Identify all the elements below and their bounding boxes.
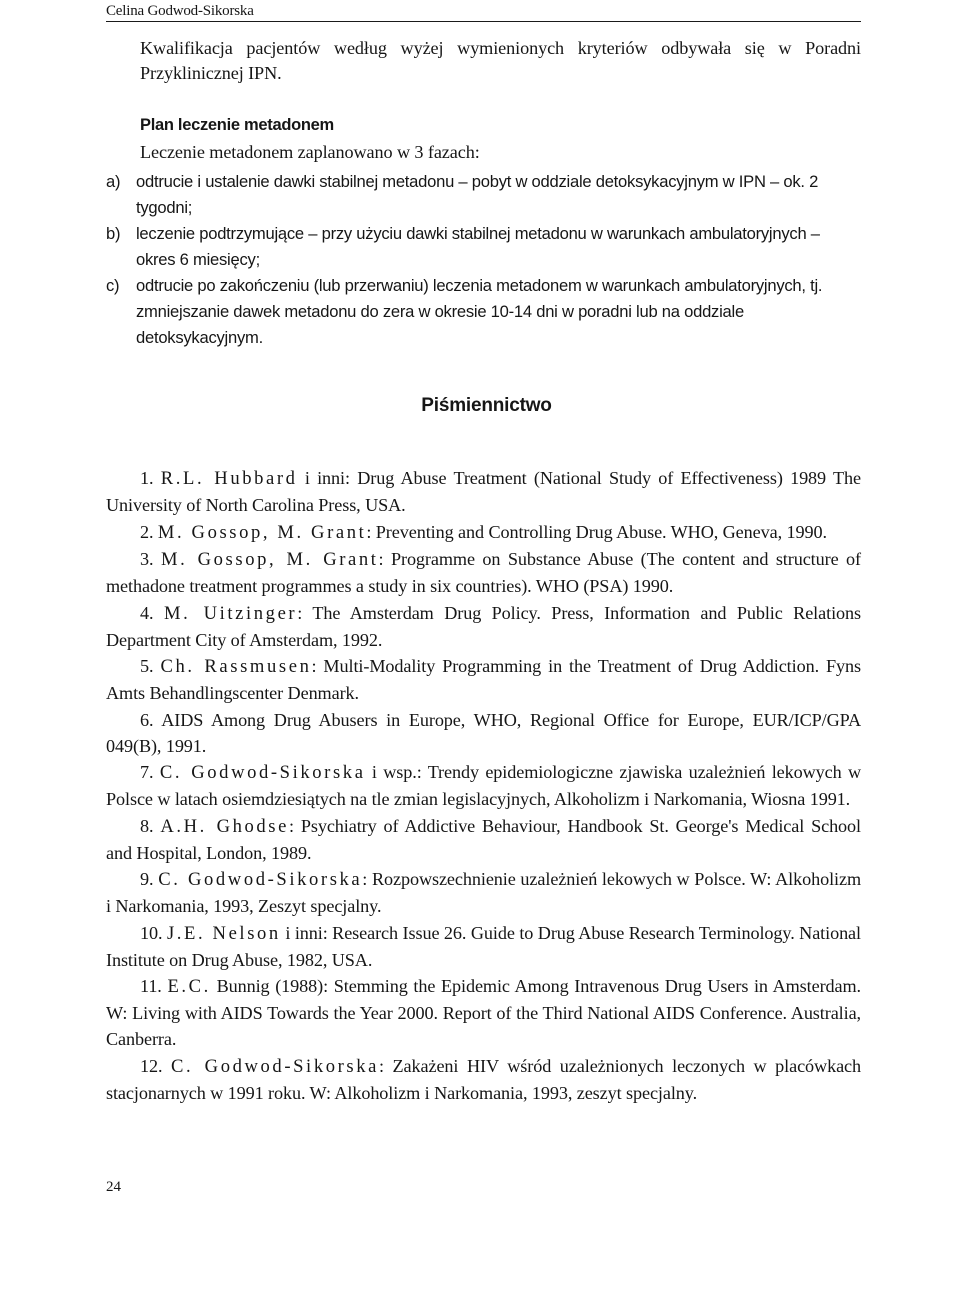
references-heading: Piśmiennictwo (421, 395, 552, 416)
reference-item (106, 866, 861, 919)
phase-item-b (106, 221, 861, 273)
phase-text: odtrucie i ustalenie dawki stabilnej metadonu – pobyt w oddziale detoksykacyjnym w IPN – ok. 2 tygodni; (136, 172, 819, 217)
phase-marker: a) (106, 172, 121, 191)
phase-marker: c) (106, 276, 120, 295)
reference-text: i wsp.: Trendy epidemiologiczne zjawiska uzależnień lekowych w Polsce w latach osiemdziesiątych na tle zmian legislacyjnych, Alkoholizm i Narkomania, Wiosna 1991. (106, 762, 862, 809)
phase-list (106, 169, 861, 351)
reference-number: 7. (140, 762, 154, 782)
reference-item (106, 707, 861, 759)
reference-author: C. Godwod-Sikorska (171, 1055, 379, 1077)
reference-item (106, 519, 861, 546)
reference-item (106, 813, 861, 866)
reference-text: : The Amsterdam Drug Policy. Press, Information and Public Relations Department City of Amsterdam, 1992. (106, 602, 861, 650)
phase-text: leczenie podtrzymujące – przy użyciu dawki stabilnej metadonu w warunkach ambulatoryjnych – okres 6 miesięcy; (136, 224, 820, 269)
page-number: 24 (106, 1179, 121, 1195)
reference-number: 12. (140, 1055, 163, 1076)
main-content (106, 36, 862, 1106)
reference-item (106, 973, 861, 1052)
reference-text: : Psychiatry of Addictive Behaviour, Handbook St. George's Medical School and Hospital, London, 1989. (106, 815, 861, 863)
running-head: Celina Godwod-Sikorska (106, 3, 254, 19)
reference-item (106, 920, 861, 973)
reference-text: : Zakażeni HIV wśród uzależnionych leczonych w placówkach stacjonarnych w 1991 roku. W: Alkoholizm i Narkomania, 1993, zeszyt specjalny. (106, 1055, 862, 1103)
phase-text: odtrucie po zakończeniu (lub przerwaniu) leczenia metadonem w warunkach ambulatoryjnych, tj. zmniejszanie dawek metadonu do zera w okresie 10-14 dni w poradni lub na oddziale detoksykacyjnym. (136, 276, 823, 347)
reference-item (106, 546, 861, 599)
reference-text: : Programme on Substance Abuse (The content and structure of methadone treatment programmes a study in six countries). WHO (PSA) 1990. (106, 549, 861, 596)
reference-item (106, 759, 861, 812)
reference-number: 2. (140, 521, 154, 542)
reference-author: R.L. Hubbard (160, 468, 298, 489)
reference-text: : Multi-Modality Programming in the Treatment of Drug Addiction. Fyns Amts Behandlingscenter Denmark. (106, 656, 862, 703)
plan-heading: Plan leczenie metadonem (140, 116, 334, 134)
reference-item (106, 600, 861, 653)
reference-author: A.H. Ghodse (160, 815, 289, 837)
reference-text: Bunnig (1988): Stemming the Epidemic Among Intravenous Drug Users in Amsterdam. W: Living with AIDS Towards the Year 2000. Report of the Third National AIDS Conference. Australia, Canberra. (106, 976, 861, 1049)
reference-author: M. Gossop, M. Grant (160, 549, 379, 570)
reference-text: : Preventing and Controlling Drug Abuse. WHO, Geneva, 1990. (366, 521, 827, 542)
header-rule (106, 21, 861, 22)
reference-author: M. Gossop, M. Grant (157, 521, 367, 543)
reference-author: Ch. Rassmusen (160, 656, 312, 677)
reference-author: C. Godwod-Sikorska (158, 869, 363, 890)
reference-text: i inni: Drug Abuse Treatment (National Study of Effectiveness) 1989 The University of North Carolina Press, USA. (106, 468, 861, 515)
reference-text: i inni: Research Issue 26. Guide to Drug Abuse Research Terminology. National Institute on Drug Abuse, 1982, USA. (106, 922, 861, 970)
reference-number: 4. (140, 602, 154, 623)
reference-number: 6. (140, 709, 154, 730)
reference-text: : Rozpowszechnienie uzależnień lekowych w Polsce. W: Alkoholizm i Narkomania, 1993, Zeszyt specjalny. (106, 869, 861, 916)
reference-author: M. Uitzinger (163, 602, 298, 624)
reference-number: 9. (140, 869, 154, 889)
intro-paragraph: Kwalifikacja pacjentów według wyżej wymienionych kryteriów odbywała się w Poradni Przyklinicznej IPN. (140, 38, 861, 83)
plan-subtitle: Leczenie metadonem zaplanowano w 3 fazach: (140, 142, 480, 162)
reference-author: E.C. (167, 976, 211, 997)
phase-marker: b) (106, 224, 121, 243)
reference-number: 8. (140, 815, 154, 836)
reference-item (106, 465, 861, 518)
reference-number: 3. (140, 549, 154, 569)
phase-item-c (106, 273, 861, 351)
reference-number: 5. (140, 656, 154, 676)
reference-number: 10. (140, 922, 163, 943)
reference-author: C. Godwod-Sikorska (159, 762, 366, 783)
phase-item-a (106, 169, 861, 221)
reference-author: J.E. Nelson (166, 922, 281, 944)
reference-number: 1. (140, 468, 154, 488)
reference-item (106, 653, 861, 706)
reference-item (106, 1053, 861, 1106)
reference-text: AIDS Among Drug Abusers in Europe, WHO, Regional Office for Europe, EUR/ICP/GPA 049(B), 1991. (106, 709, 861, 756)
reference-number: 11. (140, 976, 162, 996)
reference-list (106, 465, 862, 1106)
